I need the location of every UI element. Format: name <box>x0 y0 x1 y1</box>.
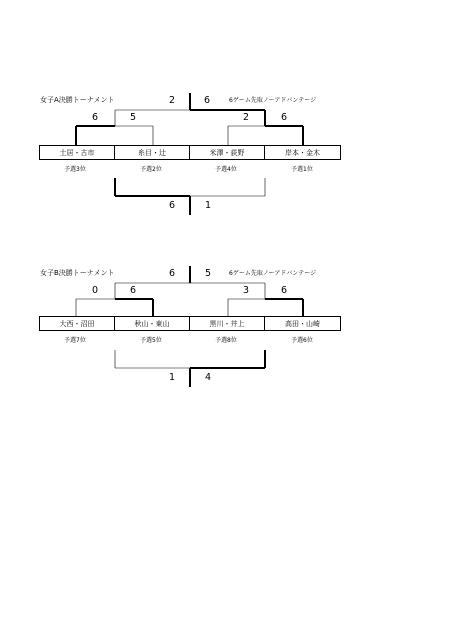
player-cell: 岸本・金木 <box>265 145 341 160</box>
bracket-a-semi-score: 6 <box>92 112 99 123</box>
bracket-a-final-score-left: 2 <box>169 95 176 106</box>
bracket-b-semi-score: 6 <box>281 285 288 296</box>
player-cell: 米澤・荻野 <box>190 145 265 160</box>
bracket-b-semi-score: 0 <box>92 285 99 296</box>
bracket-a-semi-score: 2 <box>243 112 250 123</box>
bracket-b-rank: 予選5位 <box>140 337 162 344</box>
bracket-a-rank: 予選3位 <box>64 166 86 173</box>
bracket-b-rule: 6ゲーム先取ノーアドバンテージ <box>229 270 317 277</box>
bracket-a-title: 女子A決勝トーナメント <box>40 96 115 104</box>
player-cell: 高田・山崎 <box>265 316 341 331</box>
bracket-a-final-score-right: 6 <box>204 95 211 106</box>
player-cell: 秋山・東山 <box>115 316 190 331</box>
bracket-b-final-score-right: 5 <box>205 268 212 279</box>
bracket-b-rank: 予選6位 <box>291 337 313 344</box>
bracket-b-third-score-right: 4 <box>205 372 212 383</box>
bracket-b-rank: 予選8位 <box>215 337 237 344</box>
bracket-a-rank: 予選4位 <box>215 166 237 173</box>
bracket-a-third-score-left: 6 <box>169 200 176 211</box>
bracket-a-rank: 予選2位 <box>140 166 162 173</box>
player-cell: 大西・沼田 <box>39 316 115 331</box>
bracket-a-semi-score: 6 <box>281 112 288 123</box>
bracket-b-semi-score: 3 <box>243 285 250 296</box>
bracket-b-third-score-left: 1 <box>169 372 176 383</box>
bracket-b-title: 女子B決勝トーナメント <box>40 269 115 277</box>
bracket-b-rank: 予選7位 <box>64 337 86 344</box>
player-cell: 糸目・辻 <box>115 145 190 160</box>
bracket-b-final-score-left: 6 <box>169 268 176 279</box>
bracket-a-rank: 予選1位 <box>291 166 313 173</box>
bracket-b-semi-score: 6 <box>130 285 137 296</box>
bracket-a-third-score-right: 1 <box>205 200 212 211</box>
bracket-a-semi-score: 5 <box>130 112 137 123</box>
bracket-a-rule: 6ゲーム先取ノーアドバンテージ <box>229 97 317 104</box>
player-cell: 黒川・井上 <box>190 316 265 331</box>
player-cell: 土居・古市 <box>39 145 115 160</box>
